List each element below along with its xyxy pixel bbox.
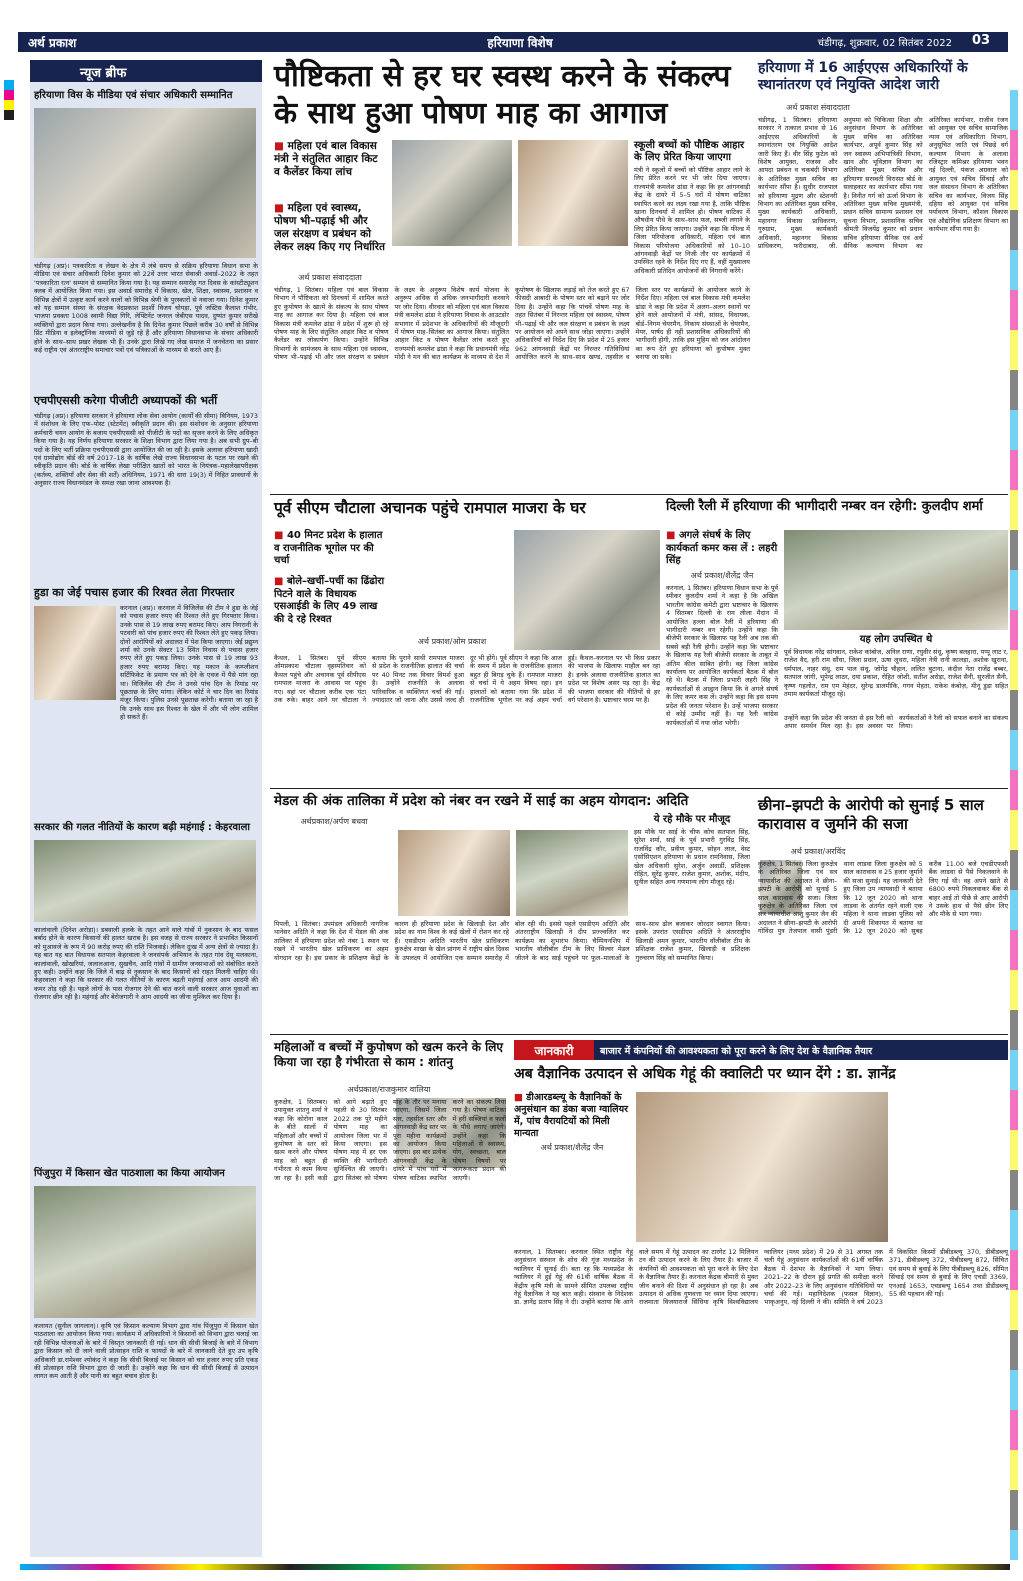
brief-photo-award: [34, 108, 256, 258]
news-brief-title: न्यूज ब्रीफ: [80, 66, 127, 81]
divider-line: [270, 494, 1008, 495]
brief-headline-5: पिंजुपुरा में किसान खेत पाठशाला का किया आयोजन: [34, 1168, 225, 1179]
chautala-headline: पूर्व सीएम चौटाला अचानक पहुंचे रामपाल माजरा के घर: [274, 499, 586, 517]
delhi-caption: यह लोग उपस्थित थे: [859, 634, 933, 645]
poshan-sub-body: मंत्री ने स्कूलों में बच्चों को पौष्टिक आहार लाने के लिए प्रेरित करने पर भी जोर दिया जाएगा। राज्यमंत्री कमलेश ढांडा ने कहा कि हर आंगनवाड़ी केंद्र के दायरे में 5–5 घरों में पोषण वाटिका स्थापित करने का लक्ष्य रखा गया है, ताकि पौष्टिक खाना दिनचर्या में शामिल हो। पोषण वाटिका में औषधीय पौधे के साथ–साथ फल, सब्जी लगाने के लिए प्रेरित किया जाएगा। उन्होंने कहा कि फील्ड में जिला परियोजना अधिकारी, महिला एवं बाल विकास परियोजना अधिकारियों को 10–10 आंगनवाड़ी केंद्रों पर निजी तौर पर कार्यक्रमों में उपस्थित रहने के निर्देश दिए गए हैं, वहीं मुख्यालय अधिकारी प्रतिदिन आयोजनों की निगरानी करेंगे।: [634, 166, 750, 275]
wheat-photo: [636, 1092, 888, 1242]
brief-headline-1: हरियाणा विस के मीडिया एवं संचार अधिकारी सम्मानित: [34, 90, 233, 101]
chautala-body: कैथल, 1 सितंबर। पूर्व सीएम ओमप्रकाश चौटाला वृहस्पतिवार को कैथल पहुंचे और अचानक पूर्व सीपीएस रामपाल माजरा के आवास पर पहुंच गए। वहां पर चौटाला करीब एक घंटा तक रुके। बाहर आने पर चौटाला ने बताया कि पुराने साथी रामपाल माजरा से प्रदेश के राजनीतिक हालात की चर्चा पर 40 मिनट तक विचार विमर्श हुआ है। उन्होंने राजनीति के अलावा पारिवारिक व व्यक्तिगत चर्चा की गई। ज्यादातर जो जाना और उससे जल्द ही दूर भी होंगे। पूर्व सीएम ने कहा कि आज के समय में प्रदेश के राजनीतिक हालात बहुत ही बिगड़ चुके हैं। रामपाल माजरा से चर्चा में ये अहम विषय रहा। इन हालातों को बताया गया कि प्रदेश में राजनीतिक भूगोल पर कई अहम चर्चा हुई। कैथल–करनाल पर भी किस प्रकार की भाजपा के खिलाफ माहौल बन रहा है। इनके अलावा राजनीतिक हालात का प्रदेश पर विशेष असर पड़ रहा है। केंद्र की भाजपा सरकार की नीतियों से हर वर्ग परेशान है। भ्रष्टाचार चरम पर है।: [274, 654, 660, 705]
delhi-photo: [784, 530, 1008, 630]
delhi-byline: अर्थ प्रकाश/शैलेंद्र जैन: [690, 571, 754, 580]
sai-byline: अर्थप्रकाश/अर्पण बधवा: [300, 817, 368, 826]
brief-body-4: कालांवाली (दिनेश अरोड़ा)। डबवाली हलके के तहत आने वाले गांवों में नुकसान के बाद फसल बर्बाद होने के कारण किसानों की हालत खराब है। इस वजह से राज्य सरकार ने प्रभावित किसानों को मुआवजे के रूप में 90 करोड़ रुपए की राशि भिजवाई। लेकिन दुःख में अन्य क्षेत्रों से ज्यादा है। यह बात यह बात विधायक सतपाल केहरवाला ने जनसंपर्क अभियान के तहत गांव देसू मलकाना, कालांवाली, खोखरियां, जलालआना, सुखचैन, आदि गांवों में ग्रामीण जनसभाओं को संबोधित करते हुए कही। उन्होंने कहा कि जिले में बाढ़ से नुकसान के बाद किसानों को राहत मिलनी चाहिए थी। केहरवाला ने कहा कि सरकार की गलत नीतियों के कारण बढ़ती महंगाई आज आम आदमी की कमर तोड़ रही है। पहले लोगों के पास रोजगार देने की बात करने वाली सरकार आज युवाओं का रोजगार छीन रही है। महंगाई और बेरोजगारी ने आम आदमी का जीना मुश्किल कर दिया है।: [34, 926, 258, 1002]
cmyk-swatch: [4, 80, 14, 90]
brief-headline-3: हुडा का जेई पचास हजार की रिश्वत लेता गिरफ्तार: [34, 586, 235, 599]
wheat-tag: जानकारी: [534, 1044, 574, 1058]
news-brief-title-box: [30, 60, 262, 82]
sai-photo-2: [516, 830, 628, 916]
brief-headline-2: एचपीएससी करेगा पीजीटी अध्यापकों की भर्ती: [34, 394, 218, 407]
brief-body-5: कलायत (सुनील जागलान)। कृषि एवं किसान कल्याण विभाग द्वारा गांव पिंजुपुरा में किसान खेत पाठशाला का आयोजन किया गया। कार्यक्रम में अधिकारियों ने किसानों को विभाग द्वारा चलाई जा रही विभिन्न योजनाओं के बारे में विस्तृत जानकारी दी गई। धान की सीधी बिजाई के बारे में विभाग द्वारा किसान को दी जाने वाली प्रोत्साहन राशि व फायदों के बारे में जानकारी देते हुए उप कृषि अधिकारी डा.रामेश्वर श्योकंद ने कहा कि सीधी बिजाई पर किसान को चार हजार रुपए प्रति एकड़ की प्रोत्साहन राशि विभाग द्वारा दी जाती है। उन्होंने कहा कि धान की सीधी बिजाई से उत्पादन लागत कम आती है और पानी का बहुत बचाव होता है।: [34, 1322, 258, 1381]
chhina-byline: अर्थ प्रकाश/अरविंद: [790, 847, 846, 856]
chautala-byline: अर्थ प्रकाश/ओम प्रकाश: [417, 637, 487, 646]
poshan-byline: अर्थ प्रकाश संवाददाता: [298, 273, 362, 282]
chhina-body: कुरुक्षेत्र, 1 सितंबर। जिला कुरुक्षेत्र के अतिरिक्त जिला एवं सत्र न्यायाधीश की अदालत ने छीना–झपटी के आरोपी को सुनाई 5 साल कारावास की सजा। जिला कुरुक्षेत्र के अतिरिक्त जिला एवं सत्र न्यायाधीश आशु कुमार जैन की अदालत ने छीना–झपटी के आरोपी गोविंदा पुत्र तेजपाल वासी पुंडरी थाना लाडवा जिला कुरुक्षेत्र को 5 साल कारावास व 25 हजार जुर्माने की सजा सुनाई। यह जानकारी देते हुए जिला उप न्यायवादी ने बताया कि 12 जून 2020 को थाना लाडवा के अंतर्गत रहने वाली एक महिला ने थाना लाडवा पुलिस को दी अपनी शिकायत में बताया था कि 12 जून 2020 को सुबह करीब 11.00 बजे एचडीएफसी बैंक लाडवा से पैसे निकलवाने के लिए गई थी। वह अपने खाते से 6800 रुपये निकलवाकर बैंक से बाहर आई तो पीछे से आए आरोपी ने उसके हाथ से पैसे छीन लिए और मौके से भाग गया।: [758, 860, 1008, 936]
divider-line: [270, 788, 1008, 789]
sai-sub-body: इस मौके पर साई के चीफ कोच सतपाल सिंह, सुरेश शर्मा, साई के पूर्व प्रभारी गुरविंद्र सिंह, राजविंद्र कौर, प्रवीण कुमार, सोहन लाल, वेस्ट एसोसिएशन हरियाणा के प्रधान रामनिवास, जिला खेल अधिकारी सुरेश, अर्जुन अवार्डी, प्रशिक्षक रोहित, सुरेंद्र कुमार, राजेश कुमार, अशोक, मंदीप, सुनील सहित अन्य गणमान्य लोग मौजूद रहे।: [634, 828, 750, 887]
sai-body: पिपली, 1 सितंबर। उपमंडल अधिकारी नागरिक थानेसर अदिति ने कहा कि देश में मेडल की अंक तालिका में हरियाणा प्रदेश को नंबर 1 स्थान पर रखने में भारतीय खेल प्राधिकरण का अहम योगदान रहा है। इस प्रकार के प्रशिक्षण केंद्रों के कारण ही हरियाणा प्रदेश के खिलाड़ी देश और प्रदेश का नाम विश्व के कई खेलों में रोशन कर रहे हैं। एसडीएम अदिति भारतीय खेल प्राधिकरण कुरुक्षेत्र शाखा के खेल प्रांगण में राष्ट्रीय खेल दिवस के उपलक्ष्य में आयोजित एक सम्मान समारोह में बोल रही थी। इससे पहले एसडीएम अदिति और अंतरराष्ट्रीय खिलाड़ी ने दीप प्रज्ज्वलित कर कार्यक्रम का शुभारंभ किया। चैम्पियनशिप में भारतीय वॉलीबॉल टीम के लिए सिल्वर मेडल जीतने के बाद साई पहुंचने पर फूल–मालाओं के साथ–साथ ढोल बजाकर जोरदार स्वागत किया। इसके उपरांत एसडीएम अदिति ने अंतरराष्ट्रीय खिलाड़ी अमन कुमार, भारतीय वॉलीबॉल टीम के प्रशिक्षक राजेश कुमार, खिलाड़ी व प्रशिक्षक गुरुचरण सिंह को सम्मानित किया।: [274, 920, 750, 962]
wheat-byline: अर्थ प्रकाश/शैलेंद्र जैन: [540, 1143, 604, 1152]
poshan-photo-1: [392, 140, 512, 246]
brief-photo-farmers: [34, 1186, 256, 1318]
brief-body-3: करनाल (अप्र)। करनाल में विजिलेंस की टीम ने हुडा के जेई को पचास हजार रुपए की रिश्वत लेते हुए गिरफ्तार किया। उनके पास से 19 लाख रुपए बरामद किए। आप निगरानी के पटवारी को पांच हजार रुपए की रिश्वत लेते हुए पकड़ लिया। दोनों आरोपियों को अदालत में पेश किया जाएगा। जेई प्रद्युम्न शर्मा को उनके सेक्टर 13 स्थित निवास से पचास हजार रुपए लेते हुए पकड़ लिया। उनके पास से 19 लाख 93 हजार रुपए बरामद किए। यह मकान के कम्प्लीशन सर्टिफिकेट के प्रमाण पत्र को देने के एवज में पैसे मांग रहा था। विजिलेंस की टीम ने उनसे पांच दिन के रिमांड पर पूछताछ के लिए मांगा। लेकिन कोर्ट ने चार दिन का रिमांड मंजूर किया। पुलिस उनसे पूछताछ करेगी। बताया जा रहा है कि उनके साथ इस रिश्वत के खेल में और भी लोग शामिल हो सकते हैं।: [120, 604, 258, 722]
cmyk-swatch: [4, 90, 14, 100]
chautala-bullet-1: ■ 40 मिनट प्रदेश के हालात व राजनीतिक भूगोल पर की चर्चा: [274, 530, 386, 568]
ias-headline: हरियाणा में 16 आईएएस अधिकारियों के स्थानांतरण एवं नियुक्ति आदेश जारी: [758, 60, 968, 93]
delhi-tail: उन्होंने कहा कि प्रदेश की जनता से इस रैली को अपार समर्थन मिल रहा है। इस अवसर पर कार्यकर्ताओं ने रैली को सफल बनाने का संकल्प लिया।: [784, 714, 1008, 731]
delhi-headline: दिल्ली रैली में हरियाणा की भागीदारी नम्बर वन रहेगी: कुलदीप शर्मा: [666, 499, 983, 514]
chautala-bullet-2: ■ बोले–खर्ची–पर्ची का ढिंढोरा पिटने वाले के विधायक एसआईडी के लिए 49 लाख की दे रहे रिश्वत: [274, 576, 386, 626]
header-date: चंडीगढ़, शुक्रवार, 02 सितंबर 2022: [817, 38, 952, 49]
divider-line: [270, 1034, 1008, 1035]
cmyk-swatch: [4, 100, 14, 110]
poshan-body: चंडीगढ़, 1 सितंबर। महिला एवं बाल विकास विभाग ने पौष्टिकता को दिनचर्या में शामिल करते हुए कुपोषण के खात्मे के संकल्प के साथ पोषण माह का आगाज कर दिया है। महिला एवं बाल विकास मंत्री कमलेश ढांडा ने प्रदेश में शुरू हो रहे पोषण माह के लिए संतुलित आहार किट व पोषण कैलेंडर का लोकार्पण किया। उन्होंने विभिन्न विभागों के सामंजस्य के साथ महिला एवं स्वास्थ्य, पोषण भी–पढ़ाई भी और जल संरक्षण व प्रबंधन के लक्ष्य के अनुरूप विशेष कार्य योजना के अनुरूप अधिक से अधिक जनभागीदारी करवाने पर जोर दिया। वीरवार को महिला एवं बाल विकास मंत्री कमलेश ढांडा ने हरियाणा निवास के आउटडोर सभागार में प्रदेशभर के अधिकारियों की मौजूदगी में पोषण माह–सितंबर का आगाज किया। संतुलित आहार किट व पोषण कैलेंडर लांच करते हुए राज्यमंत्री कमलेश ढांडा ने कहा कि प्रधानमंत्री नरेंद्र मोदी ने मन की बात कार्यक्रम के माध्यम से देश में कुपोषण के खिलाफ लड़ाई को तेज करते हुए 67 फीसदी आबादी के पोषण स्तर को बढ़ाने पर जोर दिया है। उन्होंने कहा कि पांचवें पोषण माह के तहत सितंबर में निरन्तर महिला एवं स्वास्थ्य, पोषण भी–पढ़ाई भी और जल संरक्षण व प्रबंधन के लक्ष्य पर आयोजन को अपने साथ जोड़ा जाएगा। उन्होंने अधिकारियों को निर्देश दिए कि प्रदेश में 25 हजार 962 आंगनवाड़ी केंद्रों पर निरन्तर गतिविधियां आयोजित करने के साथ–साथ खण्ड, तहसील व जिला स्तर पर कार्यक्रमों के आयोजन करने के निर्देश दिए। महिला एवं बाल विकास मंत्री कमलेश ढांडा ने कहा कि प्रदेश में अलग–अलग स्थानों पर होने वाले आयोजनों में मंत्री, सांसद, विधायक, बोर्ड–निगम चेयरमैन, निकाय संस्थाओं के चेयरमैन, मेयर, पार्षद ही नहीं प्रशासनिक अधिकारियों की भागीदारी होगी, ताकि इस मुहिम को जन आंदोलन का रूप देते हुए हरियाणा को कुपोषण मुक्त बनाया जा सके।: [274, 286, 750, 362]
chautala-photo: [514, 530, 660, 650]
brief-photo-meeting: [34, 840, 256, 922]
cmyk-swatch: [4, 110, 14, 120]
shantanu-body: कुरुक्षेत्र, 1 सितम्बर। उपायुक्त शांतनु शर्मा ने कहा कि कोरोना काल के बीते सालों में महिलाओं और बच्चों में कुपोषण के स्तर को खत्म करने और पोषण माह को बहुत ही गंभीरता से काम किया जा रहा है। इसी कड़ी को आगे बढ़ाते हुए पहली से 30 सितंबर 2022 तक पूरे महीने पोषण माह का आयोजन जिला भर में किया जाएगा। इस पोषण माह में हर एक व्यक्ति की भागीदारी सुनिश्चित की जाएगी। द्वारा सितंबर को पोषण माह के तौर पर मनाया जाएगा, जिसमें जिला स्तर, तहसील स्तर और आंगनवाड़ी केंद्र स्तर पर पूरा महीना कार्यक्रमों का आयोजन किया जाएगा। इस बार प्रत्येक आंगनवाड़ी केंद्र के दायरे में पांच घरों में पोषण वाटिका स्थापित करने का संकल्प लिया गया है। पोषण वाटिका में हरी सब्जियां व फलों के पौधे लगाए जाएंगे। उन्होंने कहा कि महिलाओं से स्वास्थ्य, योग, स्वच्छता, बाल पोषण विषयों पर जागरूकता प्रदान की जाएगी।: [274, 1098, 506, 1182]
poshan-bullet-1: ■ महिला एवं बाल विकास मंत्री ने संतुलित आहार किट व कैलेंडर किया लांच: [274, 140, 386, 179]
ias-body: चंडीगढ़, 1 सितंबर। हरियाणा सरकार ने तत्काल प्रभाव से 16 आईएएस अधिकारियों के स्थानांतरण एवं नियुक्ति आदेश जारी किए हैं। वीर सिंह फुटेल को विशेष आयुक्त, राजस्व और आपदा प्रबंधन व चकबंदी विभाग के अतिरिक्त मुख्य सचिव का कार्यभार सौंपा है। सुधीर राजपाल को हरियाणा मुद्रण और स्टेशनरी विभाग का अतिरिक्त मुख्य सचिव, मुख्य कार्यकारी अधिकारी, महानगर विकास प्राधिकरण, गुरुग्राम, मुख्य कार्यकारी अधिकारी, महानगर विकास प्राधिकरण, फरीदाबाद, जी. अनुपमा को चिकित्सा शिक्षा और अनुसंधान विभाग के अतिरिक्त मुख्य सचिव का अतिरिक्त कार्यभार, अपूर्व कुमार सिंह को जन स्वास्थ्य अभियांत्रिकी विभाग, खान और भूविज्ञान विभाग का अतिरिक्त मुख्य सचिव और हरियाणा सरस्वती विरासत बोर्ड के सलाहकार का कार्यभार सौंपा गया है। विनीत गर्ग को ऊर्जा विभाग के अतिरिक्त मुख्य सचिव मुख्यमंत्री, प्रधान सचिव सामान्य प्रशासन एवं सूचना विभाग, प्रशासनिक सचिव श्रीमती विजयेंद्र कुमार को प्रधान सचिव हरियाणा सैनिक एवं अर्ध सैनिक कल्याण विभाग का अतिरिक्त कार्यभार, राजीव रंजन को आयुक्त एवं सचिव सामाजिक न्याय एवं अधिकारिता विभाग, अनुसूचित जाति एवं पिछड़े वर्ग कल्याण विभाग के अलावा रजिस्ट्रार कमिश्नर हरियाणा भवन नई दिल्ली, पंकज अग्रवाल को आयुक्त एवं सचिव सिंचाई और जल संसाधन विभाग के अतिरिक्त सचिव का कार्यभार, विजय सिंह दहिया को आयुक्त एवं सचिव पर्यावरण विभाग, कौशल विकास एवं औद्योगिक प्रशिक्षण विभाग का कार्यभार सौंपा गया है।: [758, 116, 1008, 251]
sai-sub-headline: ये रहे मौके पर मौजूद: [653, 814, 731, 825]
poshan-bullet-2: ■ महिला एवं स्वास्थ्य, पोषण भी–पढ़ाई भी और जल संरक्षण व प्रबंधन को लेकर लक्ष्य किए गए निर्धारित: [274, 202, 386, 254]
brief-headline-4: सरकार की गलत नीतियों के कारण बढ़ी महंगाई : केहरवाला: [34, 822, 250, 833]
delhi-caption-body: पूर्व विधायक नरेंद्र सांगवान, राकेश कांबोज, अनिल राणा, रघुवीर संधू, कृष्ण बलहारा, पप्पू लाट र, राजेश वैद, हरी राम सौंधा, जिला प्रधान, ऊषा लूथरा, महिला नेत्री रानी कालड़ा, अशोक खुराना, धर्मपाल, नाहर संधु, राम पाल संधू, जोगेंद्र चौहान, ललित बुटाना, कंदील नेता राजेंद्र बब्बर, सतपाल जांगी, भूपेन्द्र लाठर, दया प्रकाश, रोहित जोशी, सतीश अरोड़ा, राजेश सैनी, सुरजीत सैनी, कृष्ण गहलोत, राम एम मेहंदर, सुरेन्द्र डालमीकि, गगन मेहता, राकेश कंबोज़, मीनू डुडा सहित तमाम कार्यकर्ता मौजूद रहे।: [784, 648, 1008, 699]
delhi-body: करनाल, 1 सितंबर। हरियाणा विधान सभा के पूर्व स्पीकर कुलदीप शर्मा ने कहा है कि अखिल भारतीय कांग्रेस कमेटी द्वारा भ्रष्टाचार के खिलाफ 4 सितम्बर दिल्ली के राम लीला मैदान में आयोजित हल्ला बोल रैली में हरियाणा की भागीदारी नम्बर वन रहेगी। उन्होंने कहा कि बीजेपी सरकार के खिलाफ यह रैली अब तक की सबसे बड़ी रैली होगी। उन्होंने कहा कि भ्रष्टाचार के खिलाफ यह रैली बीजेपी सरकार के ताबूत में अंतिम कील साबित होगी। वह जिला कांग्रेस कार्यालय पर आयोजित कार्यकर्ता बैठक में बोल रहे थे। बैठक में जिला प्रभारी लहरी सिंह ने कार्यकर्ताओं से आह्वान किया कि वे अगले संघर्ष के लिए कमर कस लें। उन्होंने कहा कि इस समय प्रदेश की जनता परेशान है। उन्हें भाजपा सरकार से कोई उम्मीद नहीं है। यह रैली कांग्रेस कार्यकर्ताओं में नया जोश भरेगी।: [666, 584, 778, 727]
header-center: हरियाणा विशेष: [487, 36, 553, 50]
wheat-bullet-1: ■ डीआरडब्ल्यू के वैज्ञानिकों के अनुसंधान का डंका बजा ग्वालियर में, पांच वैरायटियों को मिली मान्यता: [514, 1092, 630, 1140]
cmyk-strip-right: [1010, 90, 1018, 1560]
sai-photo-1: [398, 830, 510, 916]
chhina-headline: छीना–झपटी के आरोपी को सुनाई 5 साल कारावास व जुर्माने की सजा: [758, 796, 984, 833]
page-number: 03: [971, 33, 991, 48]
wheat-body: करनाल, 1 सितम्बर। करनाल स्थित राष्ट्रीय गेहूं अनुसंधान संस्थान के शोध की गूंज मध्यप्रदेश के ग्वालियर में सुनाई दी। बता रह कि मध्यप्रदेश के ग्वालियर में हुई गेहूं की 61वीं वार्षिक बैठक में केंद्रीय कृषि मंत्री के सामने सीमित उपलब्ध राष्ट्रीय गेहूं वैज्ञानिक ने यह बात कही। संस्थान के निदेशक डा. ज्ञानेंद्र प्रताप सिंह ने दी। उन्होंने बताया कि आने वाले समय में गेहूं उत्पादन का टारगेट 12 मिलियन टन की उत्पादन करने के लिए तैयार है। बाजार में कंपनियों की आवश्यकता को पूरा करने के लिए देश के वैज्ञानिक तैयार हैं। करनाल केंद्रक बीमारी से मुक्त जीन बनाने की दिशा में अनुसंधान हो रहा है। अब उत्पादन से अधिक गुणवत्ता पर ध्यान दिया जाएगा। राजमाता विजयाराजे सिंधिया कृषि विश्वविद्यालय ग्वालियर (मध्य प्रदेश) में 29 से 31 अगस्त तक चली गेहूं अनुसंधान कार्यकर्ताओं की 61वीं वार्षिक बैठक में देशभर के वैज्ञानिकों ने भाग लिया। 2021–22 के दौरान हुई प्रगति की समीक्षा करने और 2022–23 के लिए अनुसंधान गतिविधियों पर चर्चा की गई। महानिदेशक (फसल विज्ञान), भाकृअनुप, नई दिल्ली ने की। समिति ने वर्ष 2023 में विकसित किस्मों डीबीडब्ल्यू 370, डीबीडब्ल्यू 371, डीबीडब्ल्यू 372, पीबीडब्ल्यू 872, सिंचित एवं समय से बुवाई के लिए पीबीडब्ल्यू 826, सीमित सिंचाई एवं समय से बुवाई के लिए एचडी 3369, एनआई 1653, एचडब्ल्यू 1654 तथा डीडीडब्ल्यू 55 की पहचान की गई।: [514, 1248, 1008, 1307]
delhi-bullet-1: ■ अगले संघर्ष के लिए कार्यकर्ता कमर कस लें : लहरी सिंह: [666, 530, 778, 568]
poshan-sub-headline: स्कूली बच्चों को पौष्टिक आहार के लिए प्रेरित किया जाएगा: [634, 140, 745, 163]
cmyk-strip-bottom: [20, 1564, 1010, 1570]
wheat-kicker: बाजार में कंपनियों की आवश्यकता को पूरा करने के लिए देश के वैज्ञानिक तैयार: [600, 1046, 873, 1057]
sai-headline: मेडल की अंक तालिका में प्रदेश को नंबर वन रखने में साई का अहम योगदान: अदिति: [274, 793, 689, 809]
ias-byline: अर्थ प्रकाश संवाददाता: [786, 103, 850, 112]
brief-body-1: चंडीगढ़ (अप्र)। पत्रकारिता व लेखन के क्षेत्र में लंबे समय से सक्रिय हरियाणा विधान सभा के मीडिया एवं संचार अधिकारी दिनेश कुमार को 22वें उत्तर भारत सेवाश्री अवार्ड–2022 के तहत 'पत्रकारिता रत्न' सम्मान से सम्मानित किया गया है। यह सम्मान समारोह गत दिवस के कांस्टीट्यूशन क्लब में आयोजित किया गया। इस अवार्ड समारोह में विकास, खेल, शिक्षा, स्वास्थ्य, प्रशासन व विभिन्न क्षेत्रों में उत्कृष्ट कार्य करने वालों को विभिन्न श्रेणी के पुरस्कारों से नवाजा गया। दिनेश कुमार को यह सम्मान संस्था के संरक्षक वेदप्रकाश प्रदर्शी विजय चोपड़ा, पूर्व जस्टिस कैलाश गंभीर, भाजपा प्रवक्ता 1008 स्वामी विद्या गिरि, लेफ्टिनेंट जनरल जेबीएस यादव, दुष्यंत कुमार सरीखे व्यक्तियों द्वारा प्रदान किया गया। उल्लेखनीय है कि दिनेश कुमार पिछले करीब 30 वर्षों से विभिन्न प्रिंट मीडिया व इलेक्ट्रॉनिक माध्यमों से जुड़े रहे हैं और हरियाणा विधानसभा के संचार अधिकारी होने के साथ–साथ प्रखर लेखक भी हैं। उनके द्वारा लिखे गए लेख समाज में जनचेतना का प्रसार कई राष्ट्रीय एवं अंतरराष्ट्रीय समाचार पत्रों एवं पत्रिकाओं के माध्यम से करते आए हैं।: [34, 262, 258, 355]
brief-body-2: चंडीगढ़ (अप्र)। हरियाणा सरकार ने हरियाणा लोक सेवा आयोग (कार्यों की सीमा) विनियम, 1973 में संशोधन के लिए एफ–पोस्ट (स्टेटमेंट) स्वीकृति प्रदान की। इस संशोधन के अनुसार हरियाणा कर्मचारी चयन आयोग के बजाय एचपीएससी को पीजीटी के पदों का सृजन करने के लिए अधिकृत किया गया है। यह निर्णय हरियाणा सरकार के शिक्षा विभाग द्वारा लिया गया है। अब सभी ग्रुप–बी पदों के लिए भर्ती प्रक्रिया एचपीएससी द्वारा आयोजित की जा रही है। इसके अलावा हरियाणा खादी एवं ग्रामोद्योग बोर्ड की वर्ष 2017–18 के वार्षिक लेखे राज्य विधानसभा के पटल पर रखने की स्वीकृति प्रदान की। बोर्ड के वार्षिक लेखा परीक्षित खातों को भारत के नियंत्रक–महालेखापरीक्षक (कर्तव्य, शक्तियाँ और सेवा की शर्तें) अधिनियम, 1971 की धारा 19(3) में निहित प्रावधानों के अनुसार राज्य विधानमंडल के समक्ष रखा जाना आवश्यक है।: [34, 412, 258, 488]
shantanu-byline: अर्थप्रकाश/राजकुमार वालिया: [347, 1085, 431, 1094]
poshan-photo-2: [518, 140, 628, 246]
wheat-headline: अब वैज्ञानिक उत्पादन से अधिक गेहूं की क्वालिटी पर ध्यान देंगे : डा. ज्ञानेंद्र: [514, 1066, 896, 1082]
cmyk-strip-left: [4, 80, 14, 120]
header-left: अर्थ प्रकाश: [28, 36, 77, 50]
poshan-headline: पौष्टिकता से हर घर स्वस्थ करने के संकल्प के साथ हुआ पोषण माह का आगाज: [274, 59, 731, 131]
shantanu-headline: महिलाओं व बच्चों में कुपोषण को खत्म करने के लिए किया जा रहा है गंभीरता से काम : शांतनु: [274, 1040, 504, 1069]
